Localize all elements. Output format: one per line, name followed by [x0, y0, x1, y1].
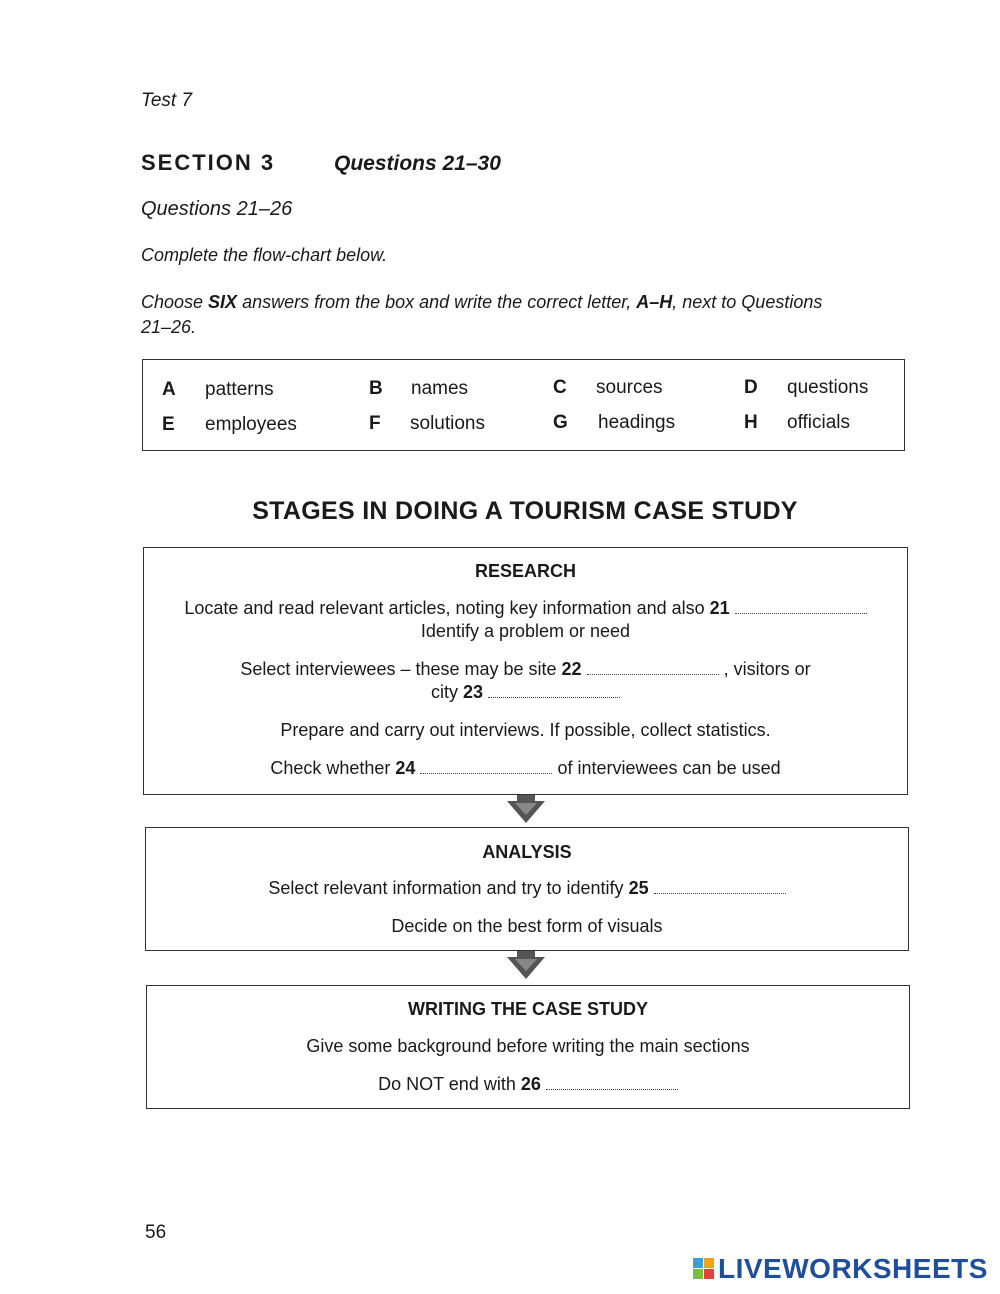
option-letter: B [369, 378, 383, 399]
option-letter: F [369, 413, 381, 434]
question-number-21: 21 [709, 598, 730, 618]
arrow-down-icon [505, 795, 547, 825]
section-title: SECTION 3 [141, 150, 276, 175]
option-f [369, 413, 485, 435]
analysis-box [145, 827, 909, 951]
option-word: patterns [205, 379, 274, 400]
writing-box [146, 985, 910, 1109]
instruction-complete: Complete the flow-chart below. [141, 245, 388, 265]
line-text: Select relevant information and try to identify [268, 878, 629, 898]
option-letter: A [162, 379, 176, 400]
research-box [143, 547, 908, 795]
line-text: , visitors or [718, 659, 811, 679]
flowchart-title: STAGES IN DOING A TOURISM CASE STUDY [252, 497, 798, 525]
option-word: solutions [410, 413, 485, 434]
question-number-25: 25 [628, 878, 649, 898]
analysis-line-identify [146, 877, 908, 900]
option-g [553, 412, 675, 434]
question-number-22: 22 [561, 659, 582, 679]
option-e [162, 414, 297, 436]
answer-gap-26[interactable] [546, 1079, 678, 1090]
research-line-check [144, 757, 907, 780]
research-line-interviews: Prepare and carry out interviews. If possible, collect statistics. [280, 720, 771, 740]
question-number-24: 24 [395, 758, 416, 778]
question-number-26: 26 [520, 1074, 541, 1094]
answer-gap-25[interactable] [654, 883, 786, 894]
question-number-23: 23 [462, 682, 484, 702]
option-letter: E [162, 414, 175, 435]
brand-name: LIVEWORKSHEETS [718, 1253, 988, 1284]
writing-title: WRITING THE CASE STUDY [407, 999, 648, 1019]
option-letter: G [553, 412, 568, 433]
line-text: of interviewees can be used [557, 758, 781, 778]
line-text: Do NOT end with [378, 1074, 521, 1094]
option-b [369, 378, 468, 400]
section-questions: Questions 21–30 [334, 152, 501, 175]
arrow-down-icon [505, 951, 547, 981]
instruction-text: answers from the box and write the correct letter, [237, 292, 637, 312]
option-d [744, 377, 868, 399]
option-letter: H [744, 412, 758, 433]
option-letter: C [553, 377, 567, 398]
answer-gap-21[interactable] [735, 603, 867, 614]
page-number: 56 [145, 1222, 167, 1243]
test-label: Test 7 [141, 90, 193, 111]
option-letter: D [744, 377, 758, 398]
research-line-city [144, 681, 907, 704]
answer-gap-22[interactable] [587, 664, 719, 675]
instruction-emphasis: SIX [208, 292, 238, 312]
answer-gap-24[interactable] [420, 763, 552, 774]
option-word: headings [598, 412, 676, 433]
line-text: Locate and read relevant articles, noting key information and also [184, 598, 710, 618]
options-box [142, 359, 905, 451]
instruction-emphasis: A–H [636, 292, 673, 312]
option-word: sources [596, 377, 663, 398]
writing-line-background: Give some background before writing the main sections [306, 1036, 750, 1056]
research-line-articles [144, 597, 907, 620]
instruction-text: , next to Questions 21–26. [141, 292, 823, 337]
research-title: RESEARCH [474, 561, 576, 581]
research-line-interviewees [144, 658, 907, 681]
answer-gap-23[interactable] [488, 687, 620, 698]
line-text: Check whether [270, 758, 396, 778]
liveworksheets-logo-icon [693, 1258, 715, 1280]
option-h [744, 412, 850, 434]
option-word: names [411, 378, 469, 399]
option-a [162, 379, 274, 401]
analysis-line-visuals: Decide on the best form of visuals [391, 916, 663, 936]
question-range: Questions 21–26 [141, 198, 293, 220]
instruction-text: Choose [141, 292, 209, 312]
analysis-title: ANALYSIS [482, 842, 572, 862]
writing-line-end [147, 1073, 909, 1096]
option-c [553, 377, 663, 399]
brand-logo [693, 1253, 988, 1285]
research-line-problem: Identify a problem or need [420, 621, 631, 641]
line-text: city [430, 682, 463, 702]
instruction-choose [141, 290, 841, 340]
line-text: Select interviewees – these may be site [240, 659, 562, 679]
option-word: questions [787, 377, 869, 398]
section-heading [141, 150, 501, 176]
option-word: officials [787, 412, 851, 433]
option-word: employees [205, 414, 297, 435]
